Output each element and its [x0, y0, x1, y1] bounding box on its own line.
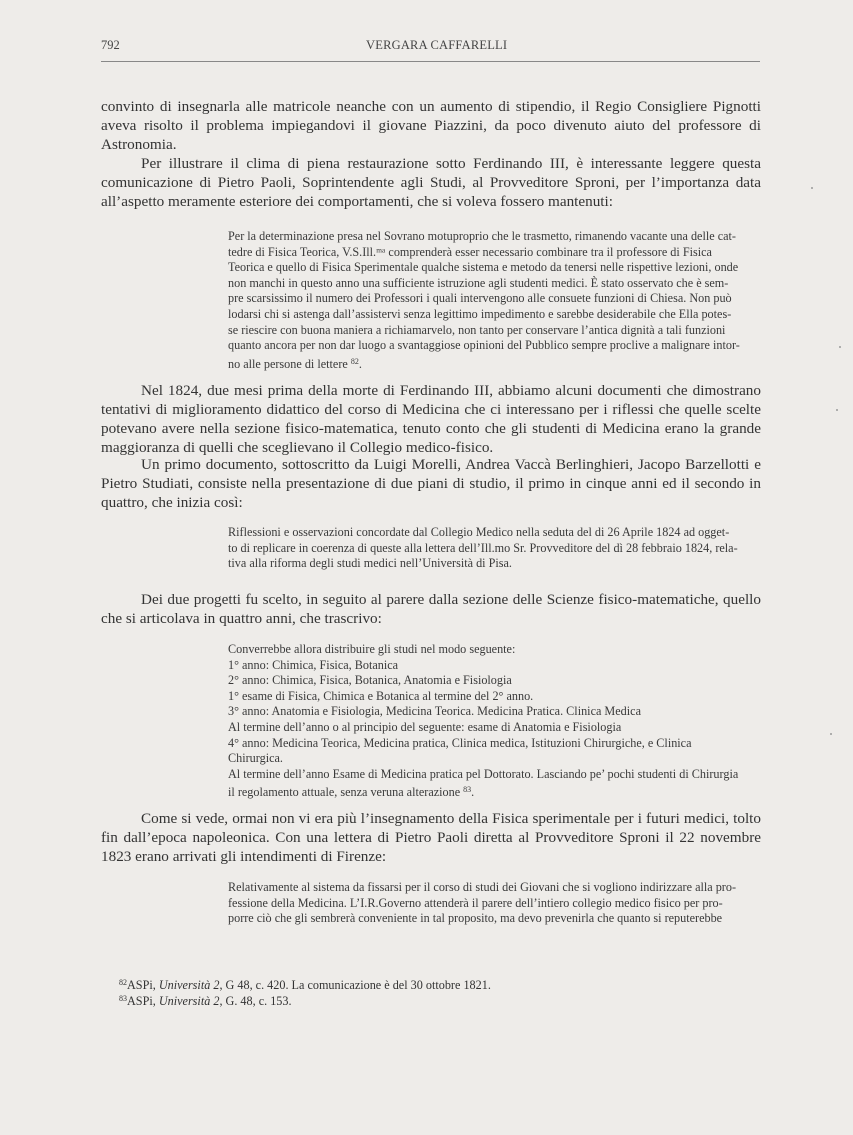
footnote-source: ASPi,	[127, 994, 159, 1008]
quote-line-text: no alle persone di lettere	[228, 356, 348, 371]
running-title: VERGARA CAFFARELLI	[366, 38, 508, 52]
footnote-title: Università 2	[158, 994, 220, 1008]
quote-line: Converrebbe allora distribuire gli studi nel modo seguente:	[228, 642, 516, 656]
quote-line: Chirurgica.	[228, 751, 283, 766]
quote-line: Per la determinazione presa nel Sovrano motuproprio che le trasmetto, rimanendo vacante una delle cat-	[228, 229, 736, 243]
footnote-source: ASPi,	[127, 978, 159, 992]
paragraph-4: Un primo documento, sottoscritto da Luigi Morelli, Andrea Vaccà Berlinghieri, Jacopo Barzellotti e Pietro Studiati, consiste nella presentazione di due piani di studio, il primo in cinque anni ed il secondo in quattro, che inizia così:	[101, 456, 761, 511]
quote-line: 3° anno: Anatomia e Fisiologia, Medicina Teorica. Medicina Pratica. Clinica Medica	[228, 704, 641, 719]
footnote-number: 82	[119, 978, 127, 987]
quote-line: Teorica e quello di Fisica Sperimentale qualche sistema e metodo da tenersi nelle rispettive lezioni, onde	[228, 260, 739, 275]
scan-speck	[839, 346, 841, 348]
paragraph-1: convinto di insegnarla alle matricole neanche con un aumento di stipendio, il Regio Consigliere Pignotti aveva risolto il problema impiegandovi il giovane Piazzini, da poco divenuto aiuto del professore di Astronomia.	[101, 98, 761, 153]
quote-line-text: il regolamento attuale, senza veruna alterazione	[228, 785, 461, 800]
quote-line: Relativamente al sistema da fissarsi per il corso di studi dei Giovani che si vogliono indirizzare alla pro-	[228, 880, 737, 894]
quote-line: non manchi in questo anno una sufficiente istruzione agli studenti medici. È stato osservato che è sem-	[228, 275, 729, 290]
paragraph-2: Per illustrare il clima di piena restaurazione sotto Ferdinando III, è interessante leggere questa comunicazione di Pietro Paoli, Soprintendente agli Studi, al Provveditore Sproni, per l’importanza data all’aspetto meramente esteriore dei comportamenti, che si voleva fossero mantenuti:	[101, 155, 761, 210]
page-number: 792	[101, 38, 120, 52]
quote-line: tedre di Fisica Teorica, V.S.Ill.ᵐᵃ comprenderà esser necessario combinare tra il professore di Fisica	[228, 244, 712, 259]
quote-line: fessione della Medicina. L’I.R.Governo attenderà il parere dell’intiero collegio medico fisico per pro-	[228, 895, 723, 910]
quote-line: to di replicare in coerenza di queste alla lettera dell’Ill.mo Sr. Provveditore del dì 28 febbraio 1824, rela-	[228, 540, 738, 555]
footnote-number: 83	[119, 994, 127, 1003]
quote-line: 4° anno: Medicina Teorica, Medicina pratica, Clinica medica, Istituzioni Chirurgiche, e Clinica	[228, 735, 692, 750]
quote-line: se riescire con buona maniera a richiamarvelo, non tanto per conservare l’antica dignità a tali funzioni	[228, 322, 726, 337]
scan-speck	[811, 187, 813, 189]
block-quote-1	[228, 229, 760, 372]
quote-line: lodarsi chi si astenga dall’assistervi senza legittimo impedimento e sarebbe desiderabile che Ella potes-	[228, 306, 732, 321]
quote-line: Riflessioni e osservazioni concordate dal Collegio Medico nella seduta del di 26 Aprile 1824 ad ogget-	[228, 525, 730, 539]
scan-speck	[836, 409, 838, 411]
paragraph-5: Dei due progetti fu scelto, in seguito al parere dalla sezione delle Scienze fisico-matematiche, quello che si articolava in quattro anni, che trascrivo:	[101, 591, 761, 627]
footnote-83	[119, 991, 759, 1010]
quote-line: pre scarsissimo il numero dei Professori i quali intervengono alle consuete funzioni di Chiesa. Non può	[228, 291, 732, 306]
quote-line: quanto ancora per non dar luogo a svantaggiose opinioni del Pubblico sempre proclive a malignare intor-	[228, 338, 740, 353]
quote-line: no alle persone di lettere $^{82}$.	[228, 356, 362, 371]
quote-line: tiva alla riforma degli studi medici nell’Università di Pisa.	[228, 556, 512, 571]
quote-line: il regolamento attuale, senza veruna alterazione $^{83}$.	[228, 785, 475, 800]
block-quote-3	[228, 642, 760, 801]
block-quote-4	[228, 880, 760, 927]
quote-line: 1° esame di Fisica, Chimica e Botanica al termine del 2° anno.	[228, 688, 534, 703]
quote-line: 2° anno: Chimica, Fisica, Botanica, Anatomia e Fisiologia	[228, 673, 512, 688]
paragraph-6: Come si vede, ormai non vi era più l’insegnamento della Fisica sperimentale per i futuri medici, tolto fin dall’epoca napoleonica. Con una lettera di Pietro Paoli diretta al Provveditore Sproni il 22 novembre 1823 erano arrivati gli intendimenti di Firenze:	[101, 810, 761, 865]
footnote-title: Università 2	[158, 978, 220, 992]
block-quote-2	[228, 525, 760, 572]
footnote-ref: 83	[463, 785, 472, 795]
footnote-detail: , G 48, c. 420. La comunicazione è del 30 ottobre 1821.	[219, 978, 491, 992]
quote-line: Al termine dell’anno Esame di Medicina pratica pel Dottorato. Lasciando pe’ pochi studenti di Chirurgia	[228, 766, 739, 781]
quote-line: Al termine dell’anno o al principio del seguente: esame di Anatomia e Fisiologia	[228, 719, 622, 734]
footnote-detail: , G. 48, c. 153.	[219, 994, 292, 1008]
header-rule	[101, 61, 760, 62]
paragraph-3: Nel 1824, due mesi prima della morte di Ferdinando III, abbiamo alcuni documenti che dimostrano tentativi di miglioramento didattico del corso di Medicina che ci interessano per i riflessi che quelle scelte potevano avere nella sezione fisico-matematica, tenuto conto che gli studenti di Medicina erano la grande maggioranza di quelli che sceglievano il Collegio medico-fisico.	[101, 382, 761, 456]
quote-line: porre ciò che gli sembrerà conveniente in tal proposito, ma devo prevenirla che quanto si reputerebbe	[228, 911, 723, 926]
scan-speck	[830, 733, 832, 735]
quote-line: 1° anno: Chimica, Fisica, Botanica	[228, 657, 399, 672]
footnote-ref: 82	[350, 356, 359, 366]
